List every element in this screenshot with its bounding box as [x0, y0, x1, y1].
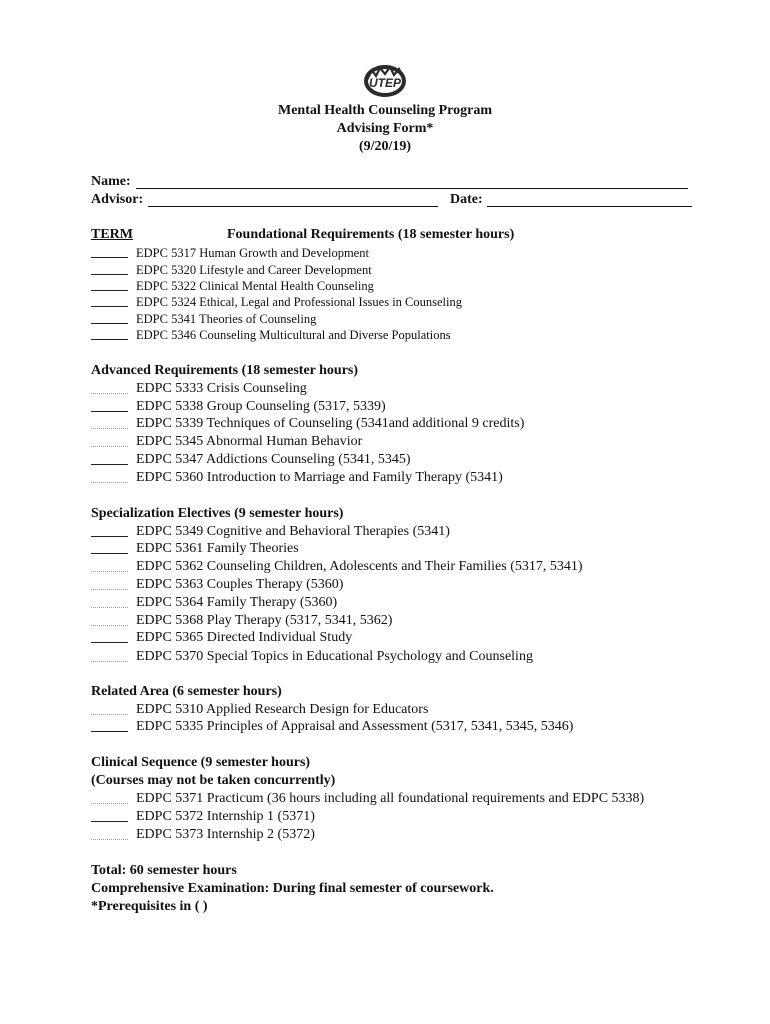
course-label: EDPC 5322 Clinical Mental Health Counseling	[136, 279, 374, 293]
clinical-heading: Clinical Sequence (9 semester hours)	[91, 755, 311, 770]
course-label: EDPC 5349 Cognitive and Behavioral Therapies (5341)	[136, 524, 450, 539]
term-blank[interactable]	[91, 731, 128, 732]
course-label: EDPC 5362 Counseling Children, Adolescents and Their Families (5317, 5341)	[136, 559, 583, 574]
term-blank[interactable]	[91, 290, 128, 291]
course-label: EDPC 5361 Family Theories	[136, 541, 299, 556]
course-label: EDPC 5371 Practicum (36 hours including all foundational requirements and EDPC 5338)	[136, 791, 645, 806]
course-label: EDPC 5324 Ethical, Legal and Professional Issues in Counseling	[136, 295, 463, 309]
term-blank[interactable]	[91, 257, 128, 258]
advanced-heading: Advanced Requirements (18 semester hours)	[91, 363, 359, 378]
term-blank[interactable]	[91, 274, 128, 275]
term-blank[interactable]	[91, 661, 128, 662]
name-field[interactable]	[136, 188, 688, 189]
term-blank[interactable]	[91, 536, 128, 537]
related-heading: Related Area (6 semester hours)	[91, 684, 282, 699]
course-label: EDPC 5347 Addictions Counseling (5341, 5345)	[136, 452, 411, 467]
course-label: EDPC 5338 Group Counseling (5317, 5339)	[136, 399, 386, 414]
form-date: (9/20/19)	[358, 139, 412, 154]
course-label: EDPC 5372 Internship 1 (5371)	[136, 809, 315, 824]
total-hours: Total: 60 semester hours	[91, 863, 237, 878]
term-blank[interactable]	[91, 714, 128, 715]
term-blank[interactable]	[91, 428, 128, 429]
course-label: EDPC 5339 Techniques of Counseling (5341and additional 9 credits)	[136, 416, 525, 431]
term-blank[interactable]	[91, 339, 128, 340]
term-blank[interactable]	[91, 464, 128, 465]
date-label: Date:	[450, 192, 483, 207]
course-label: EDPC 5341 Theories of Counseling	[136, 312, 317, 326]
term-blank[interactable]	[91, 839, 128, 840]
course-label: EDPC 5335 Principles of Appraisal and Assessment (5317, 5341, 5345, 5346)	[136, 719, 574, 734]
course-label: EDPC 5320 Lifestyle and Career Development	[136, 263, 372, 277]
logo-text: UTEP	[368, 76, 402, 90]
utep-logo	[362, 62, 408, 100]
term-blank[interactable]	[91, 411, 128, 412]
term-blank[interactable]	[91, 607, 128, 608]
name-label: Name:	[91, 174, 131, 189]
course-label: EDPC 5370 Special Topics in Educational Psychology and Counseling	[136, 649, 533, 664]
term-blank[interactable]	[91, 642, 128, 643]
form-subtitle: Advising Form*	[336, 121, 434, 136]
term-blank[interactable]	[91, 589, 128, 590]
course-label: EDPC 5317 Human Growth and Development	[136, 246, 369, 260]
term-blank[interactable]	[91, 571, 128, 572]
course-label: EDPC 5310 Applied Research Design for Educators	[136, 702, 429, 717]
term-blank[interactable]	[91, 553, 128, 554]
course-label: EDPC 5333 Crisis Counseling	[136, 381, 307, 396]
term-blank[interactable]	[91, 323, 128, 324]
course-label: EDPC 5363 Couples Therapy (5360)	[136, 577, 344, 592]
course-label: EDPC 5368 Play Therapy (5317, 5341, 5362)	[136, 613, 393, 628]
date-field[interactable]	[487, 206, 692, 207]
course-label: EDPC 5360 Introduction to Marriage and Family Therapy (5341)	[136, 470, 503, 485]
comprehensive-exam-note: Comprehensive Examination: During final semester of coursework.	[91, 881, 494, 896]
specialization-heading: Specialization Electives (9 semester hours)	[91, 506, 344, 521]
term-blank[interactable]	[91, 446, 128, 447]
course-label: EDPC 5365 Directed Individual Study	[136, 630, 353, 645]
course-label: EDPC 5364 Family Therapy (5360)	[136, 595, 338, 610]
advisor-label: Advisor:	[91, 192, 144, 207]
advisor-field[interactable]	[148, 206, 438, 207]
form-title: Mental Health Counseling Program	[277, 103, 492, 118]
term-blank[interactable]	[91, 393, 128, 394]
term-blank[interactable]	[91, 821, 128, 822]
term-blank[interactable]	[91, 625, 128, 626]
course-label: EDPC 5345 Abnormal Human Behavior	[136, 434, 363, 449]
course-label: EDPC 5346 Counseling Multicultural and Diverse Populations	[136, 328, 451, 342]
prerequisites-note: *Prerequisites in ( )	[91, 899, 208, 914]
term-blank[interactable]	[91, 306, 128, 307]
term-blank[interactable]	[91, 803, 128, 804]
term-blank[interactable]	[91, 482, 128, 483]
clinical-subheading: (Courses may not be taken concurrently)	[91, 773, 336, 788]
foundational-heading: Foundational Requirements (18 semester hours)	[227, 227, 515, 242]
term-column-header: TERM	[91, 227, 133, 242]
course-label: EDPC 5373 Internship 2 (5372)	[136, 827, 315, 842]
